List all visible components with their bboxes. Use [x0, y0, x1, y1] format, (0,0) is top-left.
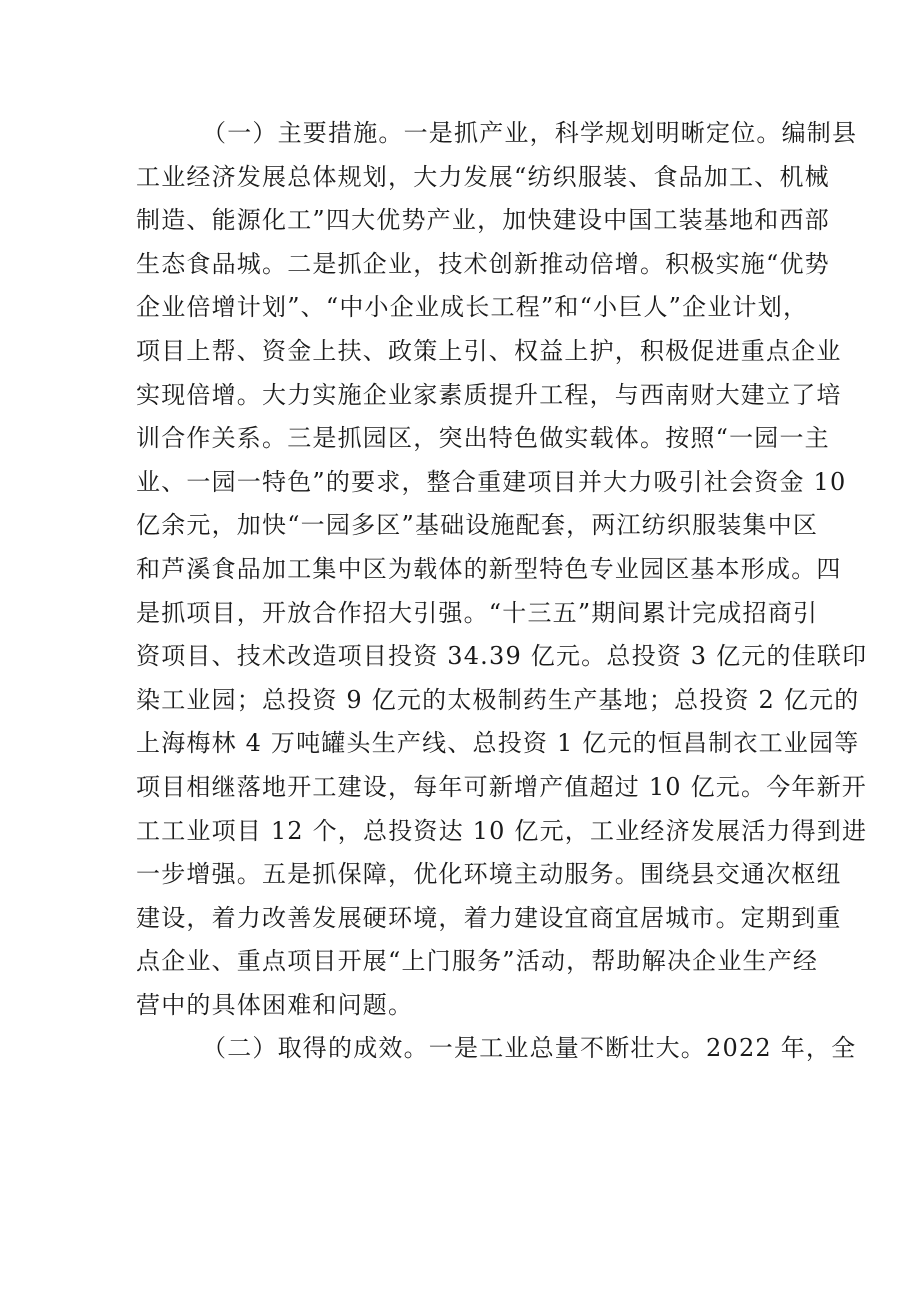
paragraph-line: 营中的具体困难和问题。 [136, 990, 414, 1019]
paragraph-line: 资项目、技术改造项目投资 34.39 亿元。总投资 3 亿元的佳联印 [136, 642, 868, 671]
paragraph-main-measures [136, 112, 868, 1027]
paragraph-line: 建设，着力改善发展硬环境，着力建设宜商宜居城市。定期到重 [136, 903, 842, 932]
paragraph-line: 工业经济发展总体规划，大力发展“纺织服装、食品加工、机械 [136, 162, 830, 191]
paragraph-line: 生态食品城。二是抓企业，技术创新推动倍增。积极实施“优势 [136, 249, 830, 278]
paragraph-line: 染工业园；总投资 9 亿元的太极制药生产基地；总投资 2 亿元的 [136, 685, 860, 714]
paragraph-line: 上海梅林 4 万吨罐头生产线、总投资 1 亿元的恒昌制衣工业园等 [136, 729, 860, 758]
paragraph-line: （一）主要措施。一是抓产业，科学规划明晰定位。编制县 [202, 119, 858, 147]
document-body [136, 112, 868, 1071]
paragraph-achievements [136, 1027, 857, 1071]
paragraph-line: 实现倍增。大力实施企业家素质提升工程，与西南财大建立了培 [136, 380, 842, 409]
paragraph-line: 业、一园一特色”的要求，整合重建项目并大力吸引社会资金 10 [136, 467, 847, 496]
paragraph-line: 训合作关系。三是抓园区，突出特色做实载体。按照“一园一主 [136, 424, 830, 453]
paragraph-line: 项目相继落地开工建设，每年可新增产值超过 10 亿元。今年新开 [136, 772, 867, 801]
paragraph-line: 是抓项目，开放合作招大引强。“十三五”期间累计完成招商引 [136, 598, 819, 627]
paragraph-line: 项目上帮、资金上扶、政策上引、权益上护，积极促进重点企业 [136, 336, 842, 365]
paragraph-line: 企业倍增计划”、“中小企业成长工程”和“小巨人”企业计划， [136, 293, 809, 322]
paragraph-line: 和芦溪食品加工集中区为载体的新型特色专业园区基本形成。四 [136, 554, 842, 583]
paragraph-line: 工工业项目 12 个，总投资达 10 亿元，工业经济发展活力得到进 [136, 816, 868, 845]
paragraph-line: 制造、能源化工”四大优势产业，加快建设中国工装基地和西部 [136, 206, 830, 235]
paragraph-line: （二）取得的成效。一是工业总量不断壮大。2022 年，全 [202, 1034, 857, 1063]
paragraph-line: 亿余元，加快“一园多区”基础设施配套，两江纺织服装集中区 [136, 511, 819, 540]
paragraph-line: 一步增强。五是抓保障，优化环境主动服务。围绕县交通次枢纽 [136, 860, 842, 889]
paragraph-line: 点企业、重点项目开展“上门服务”活动，帮助解决企业生产经 [136, 947, 819, 976]
